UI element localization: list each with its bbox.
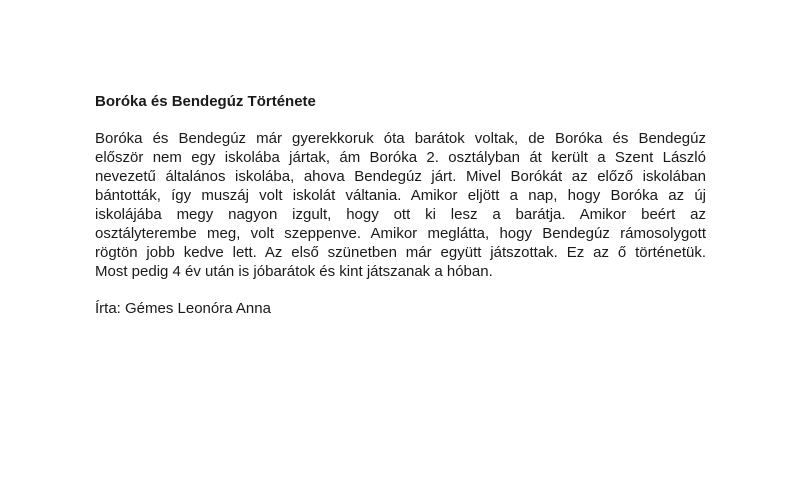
story-line: először nem egy iskolába jártak, ám Boróka 2. osztályban át került a Szent László <box>95 149 706 166</box>
story-line: Most pedig 4 év után is jóbarátok és kint játszanak a hóban. <box>95 263 493 280</box>
story-paragraph <box>95 129 706 281</box>
document-page <box>95 93 706 318</box>
story-line: osztályterembe meg, volt szeppenve. Amikor meglátta, hogy Bendegúz rámosolygott <box>95 225 706 242</box>
story-line: Boróka és Bendegúz már gyerekkoruk óta barátok voltak, de Boróka és Bendegúz <box>95 130 706 147</box>
story-line: nevezetű általános iskolába, ahova Bendegúz járt. Mivel Borókát az előző iskolában <box>95 168 706 185</box>
story-line: rögtön jobb kedve lett. Az első szünetben már együtt játszottak. Ez az ő történetük. <box>95 244 706 261</box>
story-line: bántották, így muszáj volt iskolát váltania. Amikor eljött a nap, hogy Boróka az új <box>95 187 706 204</box>
story-line: iskolájába megy nagyon izgult, hogy ott ki lesz a barátja. Amikor beért az <box>95 206 706 223</box>
story-title: Boróka és Bendegúz Története <box>95 93 316 110</box>
author-credit: Írta: Gémes Leonóra Anna <box>95 300 271 317</box>
